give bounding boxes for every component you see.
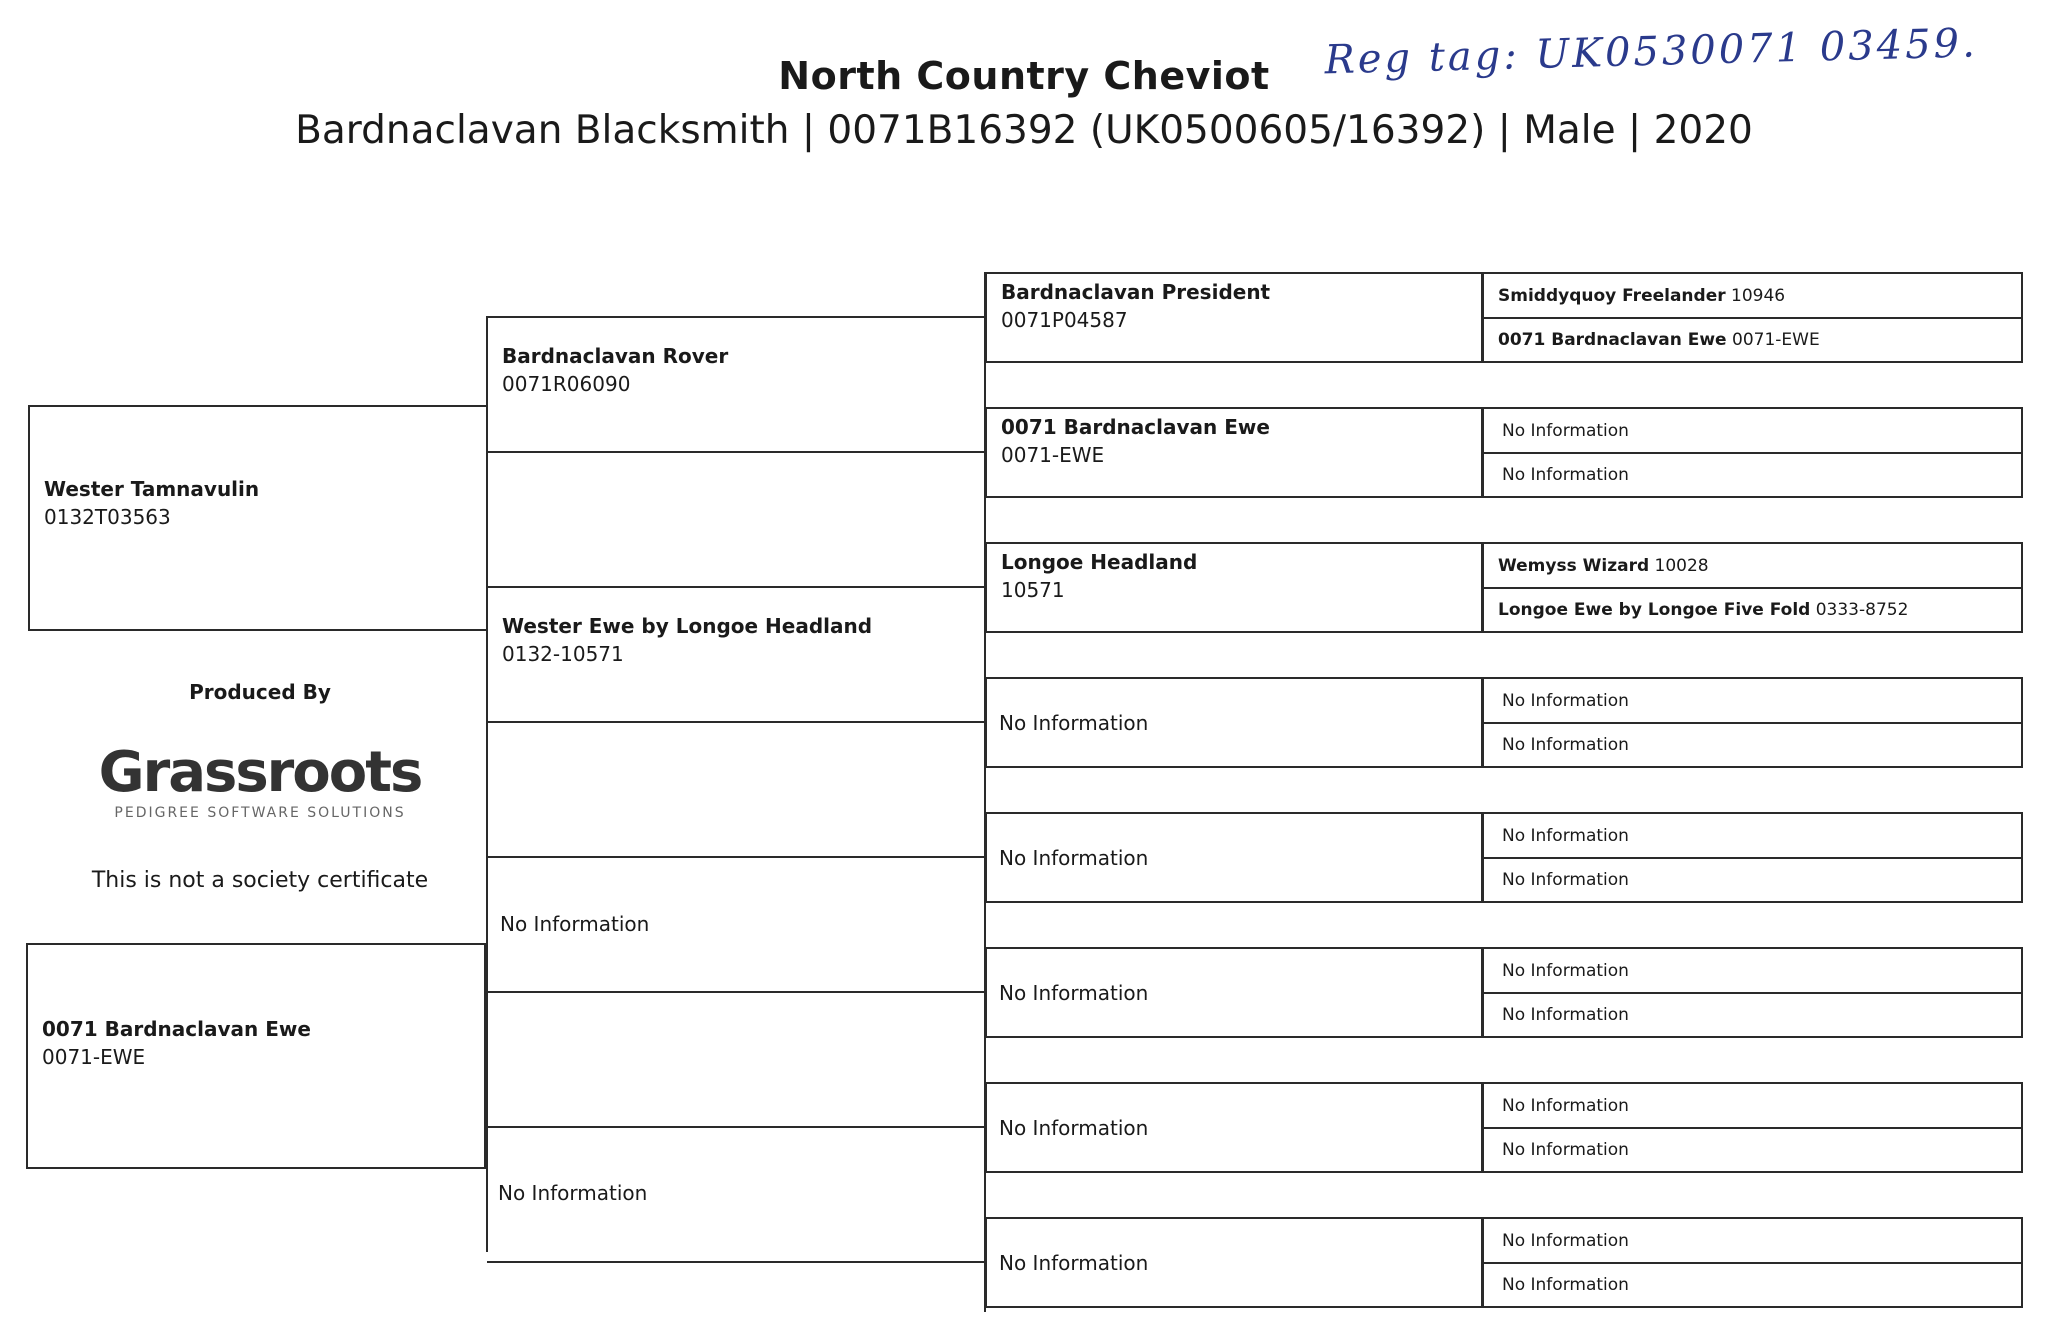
sire-sire-name: Bardnaclavan Rover bbox=[502, 344, 729, 368]
gen3-3-id: 10571 bbox=[1001, 578, 1065, 602]
gen4-c1 bbox=[1498, 556, 1709, 576]
gen3-box-1 bbox=[985, 272, 1483, 363]
gen4-box-g bbox=[1482, 1082, 2023, 1173]
gen3-5-name: No Information bbox=[999, 846, 1149, 870]
dam-dam-name: No Information bbox=[498, 1181, 648, 1205]
gen4-d-divider bbox=[1484, 722, 2021, 724]
gen3-box-7 bbox=[985, 1082, 1483, 1173]
gen4-e-divider bbox=[1484, 857, 2021, 859]
gen4-h2: No Information bbox=[1502, 1275, 1629, 1295]
gen4-a1-name: Smiddyquoy Freelander bbox=[1498, 286, 1726, 306]
gen4-b-divider bbox=[1484, 452, 2021, 454]
sire-dam-name: Wester Ewe by Longoe Headland bbox=[502, 614, 873, 638]
gen3-2-id: 0071-EWE bbox=[1001, 443, 1105, 467]
gen3-1-name: Bardnaclavan President bbox=[1001, 280, 1271, 304]
gen3-7-name: No Information bbox=[999, 1116, 1149, 1140]
gen4-g2: No Information bbox=[1502, 1140, 1629, 1160]
gen4-box-h bbox=[1482, 1217, 2023, 1308]
grassroots-logo-subtext: PEDIGREE SOFTWARE SOLUTIONS bbox=[114, 805, 406, 821]
dam-dam-bottom-line bbox=[487, 1261, 985, 1263]
gen4-a2-id: 0071-EWE bbox=[1732, 330, 1820, 350]
gen1-gen2-connector bbox=[486, 316, 488, 1252]
sire-sire-bottom-line bbox=[487, 451, 985, 453]
gen4-a-divider bbox=[1484, 317, 2021, 319]
gen4-box-c bbox=[1482, 542, 2023, 633]
society-disclaimer: This is not a society certificate bbox=[91, 868, 429, 893]
gen3-box-5 bbox=[985, 812, 1483, 903]
produced-by-label: Produced By bbox=[189, 680, 331, 704]
gen3-1-id: 0071P04587 bbox=[1001, 308, 1128, 332]
sire-sire-id: 0071R06090 bbox=[502, 372, 631, 396]
sire-box bbox=[28, 405, 488, 631]
gen3-box-8 bbox=[985, 1217, 1483, 1308]
sire-dam-id: 0132-10571 bbox=[502, 642, 624, 666]
dam-name: 0071 Bardnaclavan Ewe bbox=[42, 1017, 311, 1041]
sire-name: Wester Tamnavulin bbox=[44, 477, 260, 501]
gen4-f1: No Information bbox=[1502, 961, 1629, 981]
sire-dam-top-line bbox=[487, 586, 985, 588]
gen4-e2: No Information bbox=[1502, 870, 1629, 890]
gen4-h1: No Information bbox=[1502, 1231, 1629, 1251]
sire-dam-bottom-line bbox=[487, 721, 985, 723]
gen4-a2-name: 0071 Bardnaclavan Ewe bbox=[1498, 330, 1727, 350]
dam-box bbox=[26, 943, 486, 1169]
dam-sire-name: No Information bbox=[500, 912, 650, 936]
gen3-box-6 bbox=[985, 947, 1483, 1038]
gen3-3-name: Longoe Headland bbox=[1001, 550, 1198, 574]
gen4-c2 bbox=[1498, 600, 1908, 620]
gen4-box-a bbox=[1482, 272, 2023, 363]
gen4-f2: No Information bbox=[1502, 1005, 1629, 1025]
sire-id: 0132T03563 bbox=[44, 505, 171, 529]
gen4-box-b bbox=[1482, 407, 2023, 498]
gen4-h-divider bbox=[1484, 1262, 2021, 1264]
animal-summary: Bardnaclavan Blacksmith | 0071B16392 (UK0500605/16392) | Male | 2020 bbox=[295, 108, 1753, 153]
grassroots-logo: Grassroots bbox=[98, 740, 422, 805]
gen3-box-3 bbox=[985, 542, 1483, 633]
gen4-c1-id: 10028 bbox=[1654, 556, 1709, 576]
gen4-c-divider bbox=[1484, 587, 2021, 589]
handwritten-reg-tag: Reg tag: UK0530071 03459. bbox=[1324, 20, 1979, 84]
gen3-8-name: No Information bbox=[999, 1251, 1149, 1275]
gen4-box-e bbox=[1482, 812, 2023, 903]
gen4-b1: No Information bbox=[1502, 421, 1629, 441]
gen4-a1 bbox=[1498, 286, 1785, 306]
gen4-c2-id: 0333-8752 bbox=[1815, 600, 1909, 620]
gen3-4-name: No Information bbox=[999, 711, 1149, 735]
gen4-c1-name: Wemyss Wizard bbox=[1498, 556, 1650, 576]
gen4-box-d bbox=[1482, 677, 2023, 768]
gen3-2-name: 0071 Bardnaclavan Ewe bbox=[1001, 415, 1270, 439]
gen4-f-divider bbox=[1484, 992, 2021, 994]
gen4-g-divider bbox=[1484, 1127, 2021, 1129]
dam-dam-top-line bbox=[487, 1126, 985, 1128]
gen3-6-name: No Information bbox=[999, 981, 1149, 1005]
gen4-d2: No Information bbox=[1502, 735, 1629, 755]
dam-id: 0071-EWE bbox=[42, 1045, 146, 1069]
dam-sire-bottom-line bbox=[487, 991, 985, 993]
gen4-d1: No Information bbox=[1502, 691, 1629, 711]
sire-sire-top-line bbox=[487, 316, 985, 318]
gen4-c2-name: Longoe Ewe by Longoe Five Fold bbox=[1498, 600, 1811, 620]
gen4-box-f bbox=[1482, 947, 2023, 1038]
gen4-e1: No Information bbox=[1502, 826, 1629, 846]
gen3-box-2 bbox=[985, 407, 1483, 498]
breed-title: North Country Cheviot bbox=[778, 54, 1270, 98]
gen4-a1-id: 10946 bbox=[1731, 286, 1786, 306]
gen4-b2: No Information bbox=[1502, 465, 1629, 485]
dam-sire-top-line bbox=[487, 856, 985, 858]
gen4-a2 bbox=[1498, 330, 1820, 350]
gen3-box-4 bbox=[985, 677, 1483, 768]
gen4-g1: No Information bbox=[1502, 1096, 1629, 1116]
